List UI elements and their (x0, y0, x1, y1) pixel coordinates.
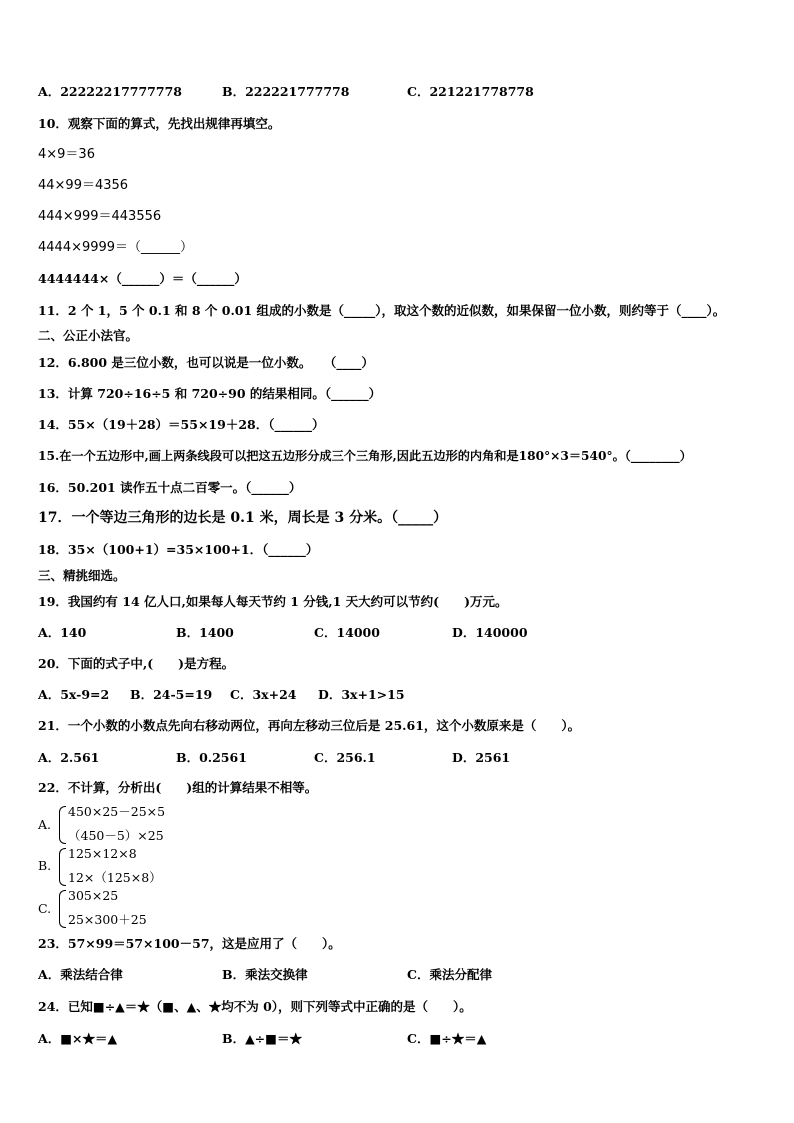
q21-stem: 21．一个小数的小数点先向右移动两位，再向左移动三位后是 25.61，这个小数原来是（ ）。 (38, 718, 581, 733)
q19-stem: 19．我国约有 14 亿人口,如果每人每天节约 1 分钱,1 天大约可以节约( )万元。 (38, 594, 508, 609)
q21-option-a: A．2.561 (38, 750, 100, 765)
q21-option-c: C．256.1 (314, 750, 376, 765)
q23-option-a: A．乘法结合律 (38, 967, 123, 982)
q22-option-b-label: B. (38, 858, 52, 873)
q10-line-1: 4×9＝36 (38, 147, 95, 162)
q22-stem: 22．不计算，分析出( )组的计算结果不相等。 (38, 780, 318, 795)
q22-brace-c (59, 890, 66, 928)
q23-option-c: C．乘法分配律 (407, 967, 492, 982)
q24-stem: 24．已知■÷▲＝★（■、▲、★均不为 0），则下列等式中正确的是（ ）。 (38, 999, 472, 1014)
q13: 13．计算 720÷16÷5 和 720÷90 的结果相同。（______） (38, 386, 382, 401)
q21-option-d: D．2561 (452, 750, 511, 765)
q11: 11．2 个 1，5 个 0.1 和 8 个 0.01 组成的小数是（_____），取这个数的近似数，如果保留一位小数，则约等于（____）。 (38, 303, 726, 318)
section-3-heading: 三、精挑细选。 (38, 568, 126, 583)
q19-option-b: B．1400 (176, 625, 234, 640)
q20-option-d: D．3x+1>15 (318, 687, 405, 702)
q10-line-3: 444×999＝443556 (38, 209, 162, 224)
q18: 18．35×（100+1）=35×100+1．（______） (38, 542, 319, 557)
q15: 15.在一个五边形中,画上两条线段可以把这五边形分成三个三角形,因此五边形的内角和是180°×3＝540°。（________） (38, 449, 692, 463)
q21-option-b: B．0.2561 (176, 750, 247, 765)
q19-option-d: D．140000 (452, 625, 528, 640)
q10-stem: 10．观察下面的算式，先找出规律再填空。 (38, 116, 281, 131)
q9-option-c: C．221221778778 (407, 84, 534, 99)
q22-option-c-label: C. (38, 901, 52, 916)
q22-option-a-label: A. (38, 817, 52, 832)
q12: 12．6.800 是三位小数，也可以说是一位小数。 （____） (38, 355, 374, 370)
q22-a-line-1: 450×25－25×5 (68, 804, 166, 819)
q22-a-line-2: （450－5）×25 (68, 828, 164, 843)
q20-option-a: A．5x-9=2 (38, 687, 110, 702)
q20-option-b: B．24-5=19 (130, 687, 213, 702)
q19-option-a: A．140 (38, 625, 87, 640)
q24-option-a: A．■×★＝▲ (38, 1031, 118, 1046)
q24-option-b: B．▲÷■＝★ (222, 1031, 302, 1046)
q10-line-2: 44×99＝4356 (38, 178, 129, 193)
q20-stem: 20．下面的式子中,( )是方程。 (38, 656, 235, 671)
section-2-heading: 二、公正小法官。 (38, 328, 139, 343)
q23-option-b: B．乘法交换律 (222, 967, 308, 982)
q9-option-a: A．22222217777778 (38, 84, 182, 99)
q22-brace-a (59, 806, 66, 844)
q23-stem: 23．57×99＝57×100－57，这是应用了（ ）。 (38, 936, 341, 951)
q22-c-line-2: 25×300＋25 (68, 912, 147, 927)
q10-line-5: 4444444×（______）＝（______） (38, 271, 247, 286)
q20-option-c: C．3x+24 (230, 687, 297, 702)
q16: 16．50.201 读作五十点二百零一。（______） (38, 480, 302, 495)
q22-brace-b (59, 848, 66, 886)
q14: 14．55×（19＋28）＝55×19＋28．（______） (38, 417, 325, 432)
q22-b-line-1: 125×12×8 (68, 846, 137, 861)
q10-line-4: 4444×9999＝（______） (38, 240, 194, 255)
q17: 17．一个等边三角形的边长是 0.1 米，周长是 3 分米。（_____） (38, 510, 448, 526)
q22-b-line-2: 12×（125×8） (68, 870, 162, 885)
q19-option-c: C．14000 (314, 625, 380, 640)
q9-option-b: B．222221777778 (222, 84, 350, 99)
q22-c-line-1: 305×25 (68, 888, 119, 903)
q24-option-c: C．■÷★＝▲ (407, 1031, 487, 1046)
